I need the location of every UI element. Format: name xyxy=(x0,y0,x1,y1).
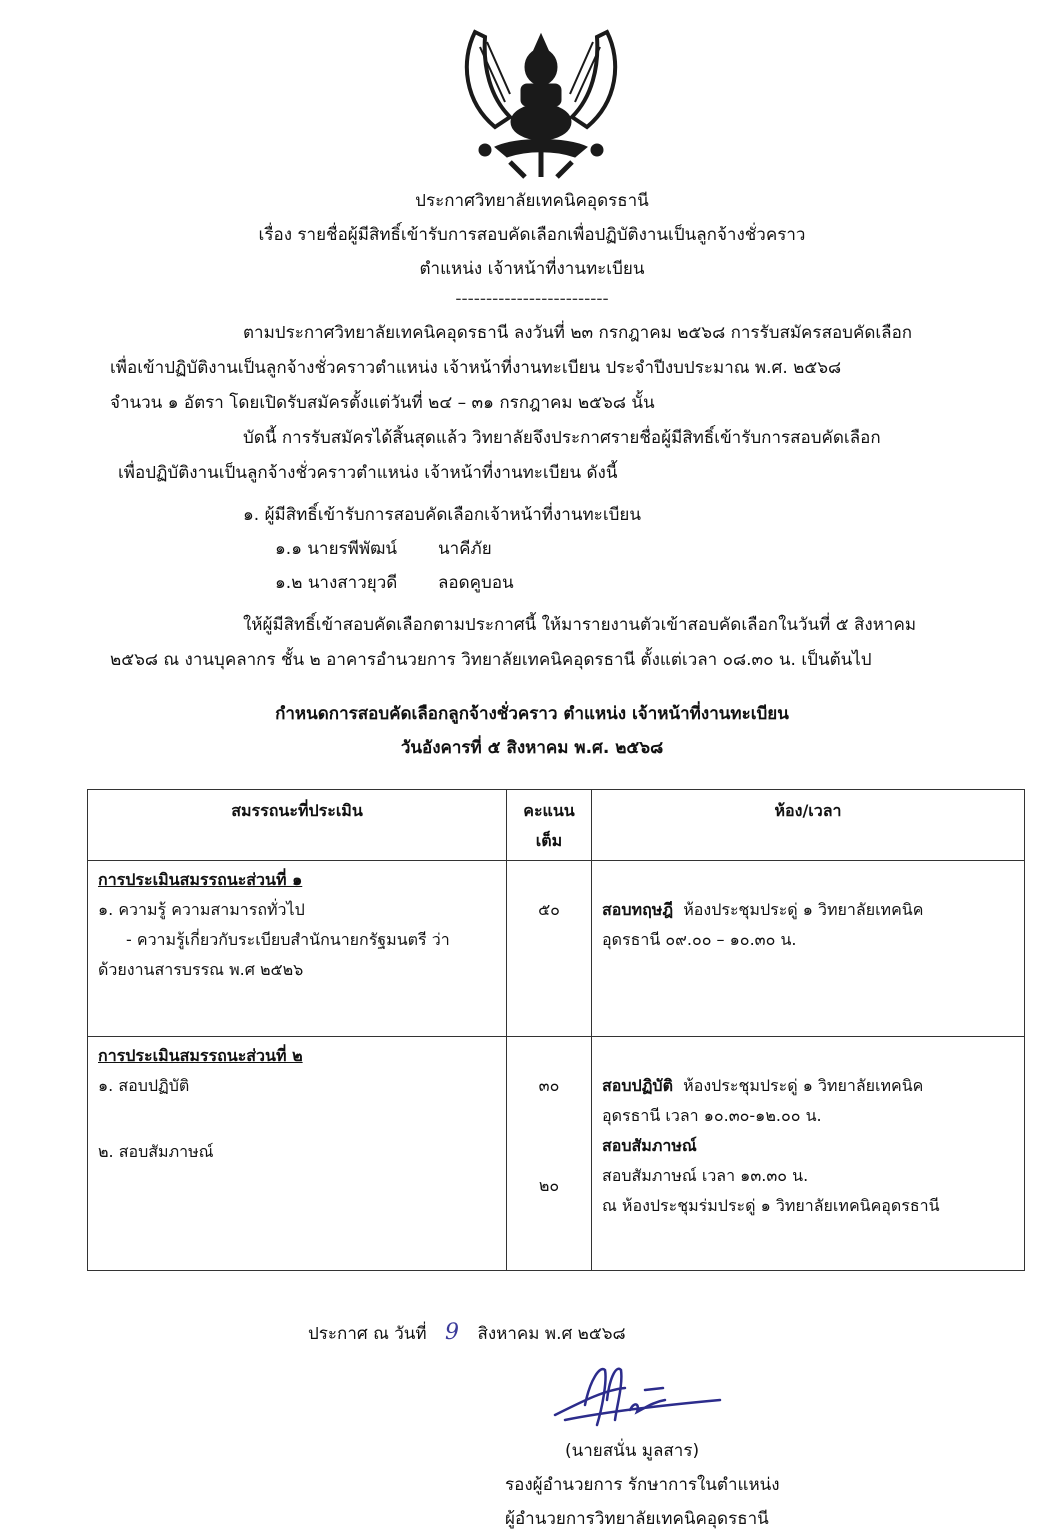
candidate-first-name: นายรพีพัฒน์ xyxy=(307,539,398,559)
part1-competency-cell xyxy=(88,861,507,1037)
part1-room-line-1: ห้องประชุมประดู่ ๑ วิทยาลัยเทคนิค xyxy=(683,900,924,919)
candidate-last-name: นาคีภัย xyxy=(438,539,492,559)
schedule-date: วันอังคารที่ ๕ สิงหาคม พ.ศ. ๒๕๖๘ xyxy=(400,738,664,758)
header-score-line-2: เต็ม xyxy=(535,831,563,850)
part1-score-cell xyxy=(507,861,592,1037)
announced-suffix: สิงหาคม พ.ศ ๒๕๖๘ xyxy=(477,1324,626,1344)
paragraph-3-line-2: ๒๕๖๘ ณ งานบุคลากร ชั้น ๒ อาคารอำนวยการ วิทยาลัยเทคนิคอุดรธานี ตั้งแต่เวลา ๐๘.๓๐ น. เป็นต้นไป xyxy=(110,650,872,670)
paragraph-3-line-1: ให้ผู้มีสิทธิ์เข้าสอบคัดเลือกตามประกาศนี้ ให้มารายงานตัวเข้าสอบคัดเลือกในวันที่ ๕ สิงหาคม xyxy=(243,615,917,635)
candidate-number: ๑.๒ xyxy=(275,573,303,593)
part2-room1-line-2: อุดรธานี เวลา ๑๐.๓๐-๑๒.๐๐ น. xyxy=(602,1106,822,1125)
table-row xyxy=(88,1037,1025,1271)
garuda-emblem-icon xyxy=(455,22,627,180)
header-score-line-1: คะแนน xyxy=(523,801,575,820)
header-room-time: ห้อง/เวลา xyxy=(592,790,1025,861)
header-divider: ------------------------- xyxy=(455,289,609,309)
part2-room2-line-1: สอบสัมภาษณ์ เวลา ๑๓.๓๐ น. xyxy=(602,1166,809,1185)
paragraph-2-line-2: เพื่อปฏิบัติงานเป็นลูกจ้างชั่วคราวตำแหน่ง เจ้าหน้าที่งานทะเบียน ดังนี้ xyxy=(118,463,618,483)
paragraph-1-line-3: จำนวน ๑ อัตรา โดยเปิดรับสมัครตั้งแต่วันที่ ๒๔ – ๓๑ กรกฎาคม ๒๕๖๘ นั้น xyxy=(110,393,655,413)
org-title: ประกาศวิทยาลัยเทคนิคอุดรธานี xyxy=(415,191,649,211)
candidate-list-title: ๑. ผู้มีสิทธิ์เข้ารับการสอบคัดเลือกเจ้าหน้าที่งานทะเบียน xyxy=(243,505,641,525)
part2-room2-label: สอบสัมภาษณ์ xyxy=(602,1136,697,1155)
signer-name: (นายสนั่น มูลสาร) xyxy=(565,1441,700,1461)
paragraph-2-line-1: บัดนี้ การรับสมัครได้สิ้นสุดแล้ว วิทยาลัยจึงประกาศรายชื่อผู้มีสิทธิ์เข้ารับการสอบคัดเลือก xyxy=(243,428,881,448)
announced-prefix: ประกาศ ณ วันที่ xyxy=(308,1324,427,1344)
part1-room-label: สอบทฤษฎี xyxy=(602,900,674,919)
part2-room1-line-1: ห้องประชุมประดู่ ๑ วิทยาลัยเทคนิค xyxy=(683,1076,924,1095)
candidate-item xyxy=(275,572,397,594)
candidate-first-name: นางสาวยุวดี xyxy=(307,573,398,593)
header-competency: สมรรถนะที่ประเมิน xyxy=(88,790,507,861)
part2-competency-cell xyxy=(88,1037,507,1271)
part1-item-1: ๑. ความรู้ ความสามารถทั่วไป xyxy=(98,900,305,919)
table-header-row xyxy=(88,790,1025,861)
part2-item-1: ๑. สอบปฏิบัติ xyxy=(98,1076,190,1095)
paragraph-1-line-1: ตามประกาศวิทยาลัยเทคนิคอุดรธานี ลงวันที่ ๒๓ กรกฎาคม ๒๕๖๘ การรับสมัครสอบคัดเลือก xyxy=(243,323,913,343)
signature-icon xyxy=(545,1360,725,1440)
part2-title: การประเมินสมรรถนะส่วนที่ ๒ xyxy=(98,1046,303,1065)
part1-item-1-sub-line-2: ด้วยงานสารบรรณ พ.ศ ๒๕๒๖ xyxy=(98,960,304,979)
part2-room-cell xyxy=(592,1037,1025,1271)
handwritten-day: 9 xyxy=(445,1320,460,1345)
announcement-date xyxy=(308,1322,626,1345)
part2-score-2: ๒๐ xyxy=(538,1176,560,1195)
part2-room2-line-2: ณ ห้องประชุมร่มประดู่ ๑ วิทยาลัยเทคนิคอุดรธานี xyxy=(602,1196,940,1215)
position-line: ตำแหน่ง เจ้าหน้าที่งานทะเบียน xyxy=(419,259,645,279)
candidate-last-name: ลอดคูบอน xyxy=(438,573,514,593)
candidate-number: ๑.๑ xyxy=(275,539,302,559)
part1-title: การประเมินสมรรถนะส่วนที่ ๑ xyxy=(98,870,303,889)
part1-item-1-sub-line-1: - ความรู้เกี่ยวกับระเบียบสำนักนายกรัฐมนตรี ว่า xyxy=(126,930,450,949)
part2-score-1: ๓๐ xyxy=(538,1076,560,1095)
candidate-item xyxy=(275,538,397,560)
signer-title-line-2: ผู้อำนวยการวิทยาลัยเทคนิคอุดรธานี xyxy=(505,1509,769,1529)
part1-score: ๕๐ xyxy=(538,900,560,919)
subject-line: เรื่อง รายชื่อผู้มีสิทธิ์เข้ารับการสอบคัดเลือกเพื่อปฏิบัติงานเป็นลูกจ้างชั่วคราว xyxy=(258,225,806,245)
schedule-table xyxy=(87,789,1025,1271)
part2-room1-label: สอบปฏิบัติ xyxy=(602,1076,673,1095)
part1-room-line-2: อุดรธานี ๐๙.๐๐ – ๑๐.๓๐ น. xyxy=(602,930,797,949)
part2-score-cell xyxy=(507,1037,592,1271)
part1-room-cell xyxy=(592,861,1025,1037)
signer-title-line-1: รองผู้อำนวยการ รักษาการในตำแหน่ง xyxy=(505,1475,780,1495)
schedule-title: กำหนดการสอบคัดเลือกลูกจ้างชั่วคราว ตำแหน่ง เจ้าหน้าที่งานทะเบียน xyxy=(275,704,789,724)
header-full-score xyxy=(507,790,592,861)
paragraph-1-line-2: เพื่อเข้าปฏิบัติงานเป็นลูกจ้างชั่วคราวตำแหน่ง เจ้าหน้าที่งานทะเบียน ประจำปีงบประมาณ พ.ศ. ๒๕๖๘ xyxy=(110,358,842,378)
table-row xyxy=(88,861,1025,1037)
part2-item-2: ๒. สอบสัมภาษณ์ xyxy=(98,1142,214,1161)
